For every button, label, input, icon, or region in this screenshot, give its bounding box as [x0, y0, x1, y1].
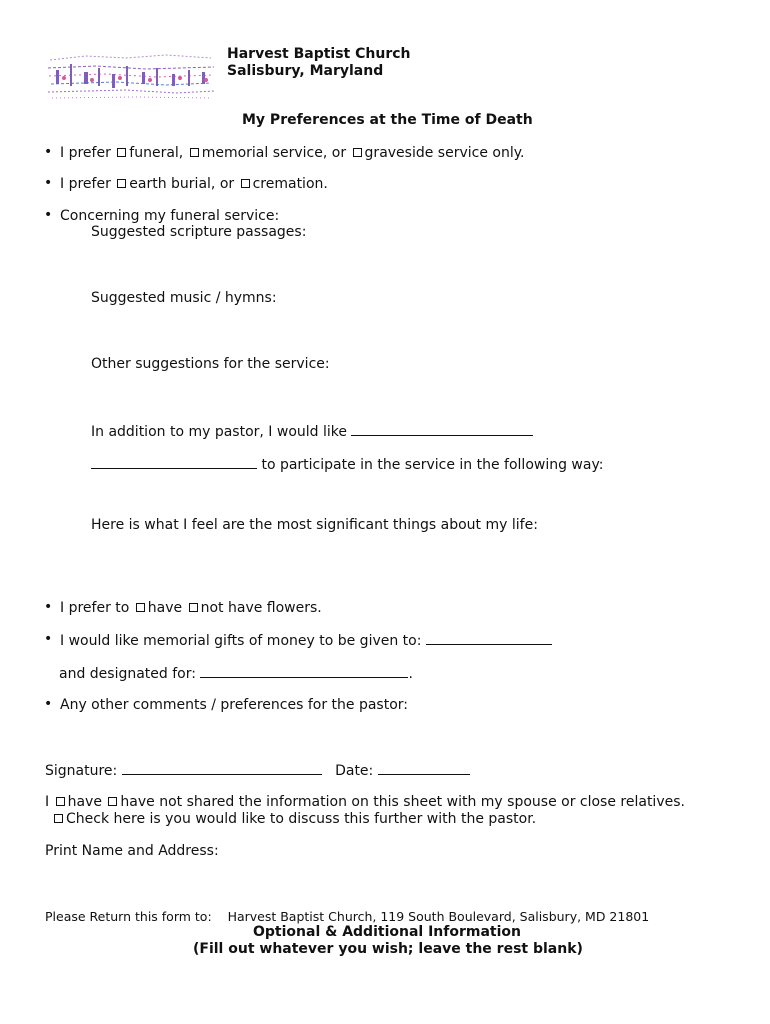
- discuss-row: [52, 811, 536, 827]
- signature-row: [45, 762, 470, 779]
- date-label: Date:: [335, 763, 374, 779]
- service-type-prefix: I prefer: [60, 145, 111, 161]
- music-label: Suggested music / hymns:: [91, 290, 277, 306]
- date-field[interactable]: [378, 762, 470, 775]
- bullet-marker: •: [44, 144, 53, 160]
- bullet-marker: •: [44, 207, 53, 223]
- funeral-label: funeral,: [129, 145, 184, 161]
- church-logo-icon: [46, 52, 216, 102]
- gifts-row: [60, 632, 552, 649]
- print-name-label: Print Name and Address:: [45, 843, 219, 859]
- gifts-recipient-field[interactable]: [426, 632, 552, 645]
- participant-row-1: [91, 423, 533, 440]
- earth-burial-checkbox[interactable]: [117, 179, 126, 188]
- shared-row: [45, 794, 685, 810]
- burial-row: [60, 176, 328, 192]
- church-name: Harvest Baptist Church: [227, 46, 411, 62]
- designated-field[interactable]: [200, 665, 408, 678]
- have-flowers-label: have: [147, 600, 183, 616]
- participant-row-2: [91, 456, 603, 473]
- return-address: Harvest Baptist Church, 119 South Boulevard, Salisbury, MD 21801: [227, 909, 650, 924]
- funeral-checkbox[interactable]: [117, 148, 126, 157]
- discuss-label: Check here is you would like to discuss this further with the pastor.: [66, 811, 537, 827]
- gifts-label: I would like memorial gifts of money to be given to:: [60, 633, 422, 649]
- shared-prefix: I: [45, 794, 50, 810]
- church-location: Salisbury, Maryland: [227, 63, 384, 79]
- significant-things-label: Here is what I feel are the most significant things about my life:: [91, 517, 538, 533]
- have-shared-label: have: [67, 794, 102, 810]
- bullet-marker: •: [44, 631, 53, 647]
- designated-period: .: [408, 666, 413, 682]
- participant-name-field-2[interactable]: [91, 456, 257, 469]
- optional-title: Optional & Additional Information: [253, 924, 521, 940]
- signature-label: Signature:: [45, 763, 118, 779]
- funeral-service-heading: Concerning my funeral service:: [60, 208, 280, 224]
- other-suggestions-label: Other suggestions for the service:: [91, 356, 330, 372]
- comments-label: Any other comments / preferences for the pastor:: [60, 697, 409, 713]
- bullet-marker: •: [44, 599, 53, 615]
- service-type-row: [60, 145, 524, 161]
- memorial-label: memorial service, or: [201, 145, 347, 161]
- cremation-checkbox[interactable]: [241, 179, 250, 188]
- cremation-label: cremation.: [252, 176, 328, 192]
- have-not-shared-label: have not shared the information on this sheet with my spouse or close relatives.: [120, 794, 685, 810]
- bullet-marker: •: [44, 175, 53, 191]
- signature-field[interactable]: [122, 762, 322, 775]
- graveside-checkbox[interactable]: [353, 148, 362, 157]
- graveside-label: graveside service only.: [364, 145, 525, 161]
- designated-row: [59, 665, 413, 682]
- scripture-label: Suggested scripture passages:: [91, 224, 307, 240]
- designated-label: and designated for:: [59, 666, 196, 682]
- return-row: [45, 909, 649, 924]
- flowers-row: [60, 600, 322, 616]
- earth-burial-label: earth burial, or: [129, 176, 235, 192]
- discuss-checkbox[interactable]: [54, 814, 63, 823]
- have-shared-checkbox[interactable]: [56, 797, 65, 806]
- memorial-checkbox[interactable]: [190, 148, 199, 157]
- return-label: Please Return this form to:: [45, 909, 212, 924]
- form-title: My Preferences at the Time of Death: [242, 112, 533, 128]
- flowers-prefix: I prefer to: [60, 600, 130, 616]
- participant-name-field[interactable]: [351, 423, 533, 436]
- no-flowers-label: not have flowers.: [200, 600, 322, 616]
- have-not-shared-checkbox[interactable]: [108, 797, 117, 806]
- optional-subtitle: (Fill out whatever you wish; leave the rest blank): [193, 941, 583, 957]
- no-flowers-checkbox[interactable]: [189, 603, 198, 612]
- have-flowers-checkbox[interactable]: [136, 603, 145, 612]
- participant-prefix: In addition to my pastor, I would like: [91, 424, 348, 440]
- bullet-marker: •: [44, 696, 53, 712]
- participant-suffix: to participate in the service in the following way:: [261, 457, 604, 473]
- burial-prefix: I prefer: [60, 176, 111, 192]
